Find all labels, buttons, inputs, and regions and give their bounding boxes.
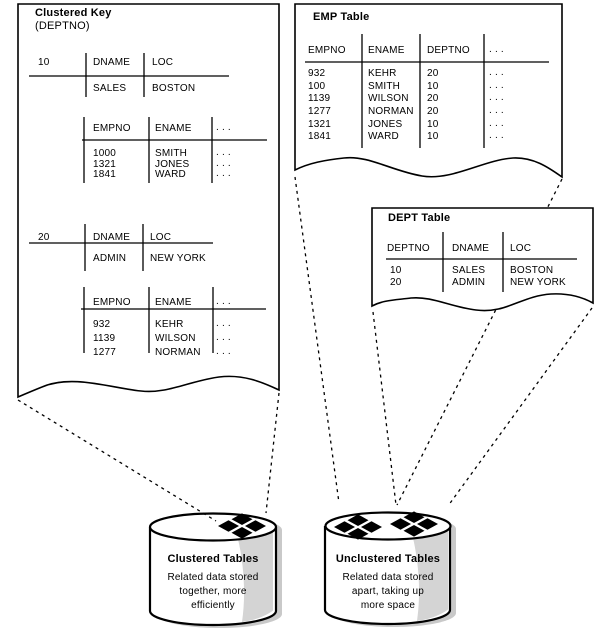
table-cell: 20 (427, 106, 439, 117)
table-cell: KEHR (155, 319, 184, 330)
table-cell: JONES (155, 159, 190, 170)
table-cell: 1139 (308, 93, 331, 104)
clustered-key-title: Clustered Key (35, 7, 112, 19)
table-cell: NORMAN (155, 347, 201, 358)
table-cell: ADMIN (452, 277, 486, 288)
table-cell: 1841 (308, 131, 332, 142)
col-header: LOC (150, 232, 172, 243)
ellipsis-cell: . . . (489, 67, 504, 78)
table-cell: 1277 (93, 347, 117, 358)
cluster-key-value: 20 (38, 232, 50, 243)
table-cell: 1000 (93, 148, 117, 159)
col-header: EMPNO (93, 297, 131, 308)
table-cell: 1277 (308, 106, 332, 117)
col-header: DEPTNO (387, 243, 430, 254)
ellipsis-cell: . . . (216, 332, 231, 343)
ellipsis-cell: . . . (489, 130, 504, 141)
col-header: ENAME (155, 123, 192, 134)
table-cell: BOSTON (510, 265, 554, 276)
connector-line (18, 400, 216, 521)
table-cell: WARD (368, 131, 399, 142)
table-cell: KEHR (368, 68, 397, 79)
table-cell: WARD (155, 169, 186, 180)
cylinder-caption-line: apart, taking up (351, 586, 425, 597)
cylinder-caption-line: efficiently (191, 600, 235, 611)
connector-line (266, 393, 279, 513)
col-header: DEPTNO (427, 45, 470, 56)
table-cell: 20 (427, 93, 439, 104)
cluster-key-value: 10 (38, 57, 50, 68)
col-header: DNAME (93, 232, 131, 243)
ellipsis-cell: . . . (216, 318, 231, 329)
col-header: ENAME (368, 45, 405, 56)
table-cell: ADMIN (93, 253, 127, 264)
table-cell: 20 (427, 68, 439, 79)
table-cell: 10 (427, 81, 439, 92)
table-cell: SALES (93, 83, 127, 94)
table-cell: 1321 (308, 119, 332, 130)
ellipsis-cell: . . . (489, 80, 504, 91)
ellipsis-cell: . . . (489, 118, 504, 129)
table-cell: 1321 (93, 159, 117, 170)
col-header: EMPNO (93, 123, 131, 134)
table-cell: 10 (427, 119, 439, 130)
col-header: ENAME (155, 297, 192, 308)
table-cell: JONES (368, 119, 403, 130)
table-cell: SMITH (155, 148, 188, 159)
col-header: LOC (152, 57, 174, 68)
ellipsis-column: . . . (489, 44, 504, 55)
connector-line (373, 312, 396, 505)
cylinder-caption-line: together, more (179, 586, 247, 597)
ellipsis-column: . . . (216, 296, 231, 307)
ellipsis-cell: . . . (216, 158, 231, 169)
connector-line (448, 308, 592, 506)
emp-table-title: EMP Table (313, 11, 370, 23)
table-cell: 20 (390, 277, 402, 288)
table-cell: 1841 (93, 169, 117, 180)
table-cell: WILSON (155, 333, 196, 344)
unclustered-cylinder-title: Unclustered Tables (335, 553, 441, 565)
cylinder-caption-line: more space (360, 600, 416, 611)
ellipsis-cell: . . . (489, 92, 504, 103)
cylinder-caption-line: Related data stored (167, 572, 259, 583)
table-cell: WILSON (368, 93, 409, 104)
dept-table-title: DEPT Table (388, 212, 451, 224)
col-header: DNAME (452, 243, 490, 254)
table-cell: 932 (93, 319, 111, 330)
table-cell: 10 (390, 265, 402, 276)
ellipsis-cell: . . . (216, 147, 231, 158)
table-cell: SMITH (368, 81, 401, 92)
ellipsis-column: . . . (216, 122, 231, 133)
ellipsis-cell: . . . (216, 346, 231, 357)
clustered-cylinder-title: Clustered Tables (167, 553, 259, 565)
table-cell: BOSTON (152, 83, 196, 94)
connector-line (295, 177, 339, 503)
cylinder-caption-line: Related data stored (342, 572, 434, 583)
table-cell: 100 (308, 81, 326, 92)
table-cell: NEW YORK (510, 277, 566, 288)
col-header: EMPNO (308, 45, 346, 56)
table-cell: NORMAN (368, 106, 414, 117)
col-header: DNAME (93, 57, 131, 68)
table-cell: 10 (427, 131, 439, 142)
table-cell: 1139 (93, 333, 116, 344)
ellipsis-cell: . . . (489, 105, 504, 116)
table-cell: 932 (308, 68, 326, 79)
col-header: LOC (510, 243, 532, 254)
clustered-key-subtitle: (DEPTNO) (35, 20, 90, 32)
table-cell: NEW YORK (150, 253, 206, 264)
table-cell: SALES (452, 265, 486, 276)
ellipsis-cell: . . . (216, 168, 231, 179)
